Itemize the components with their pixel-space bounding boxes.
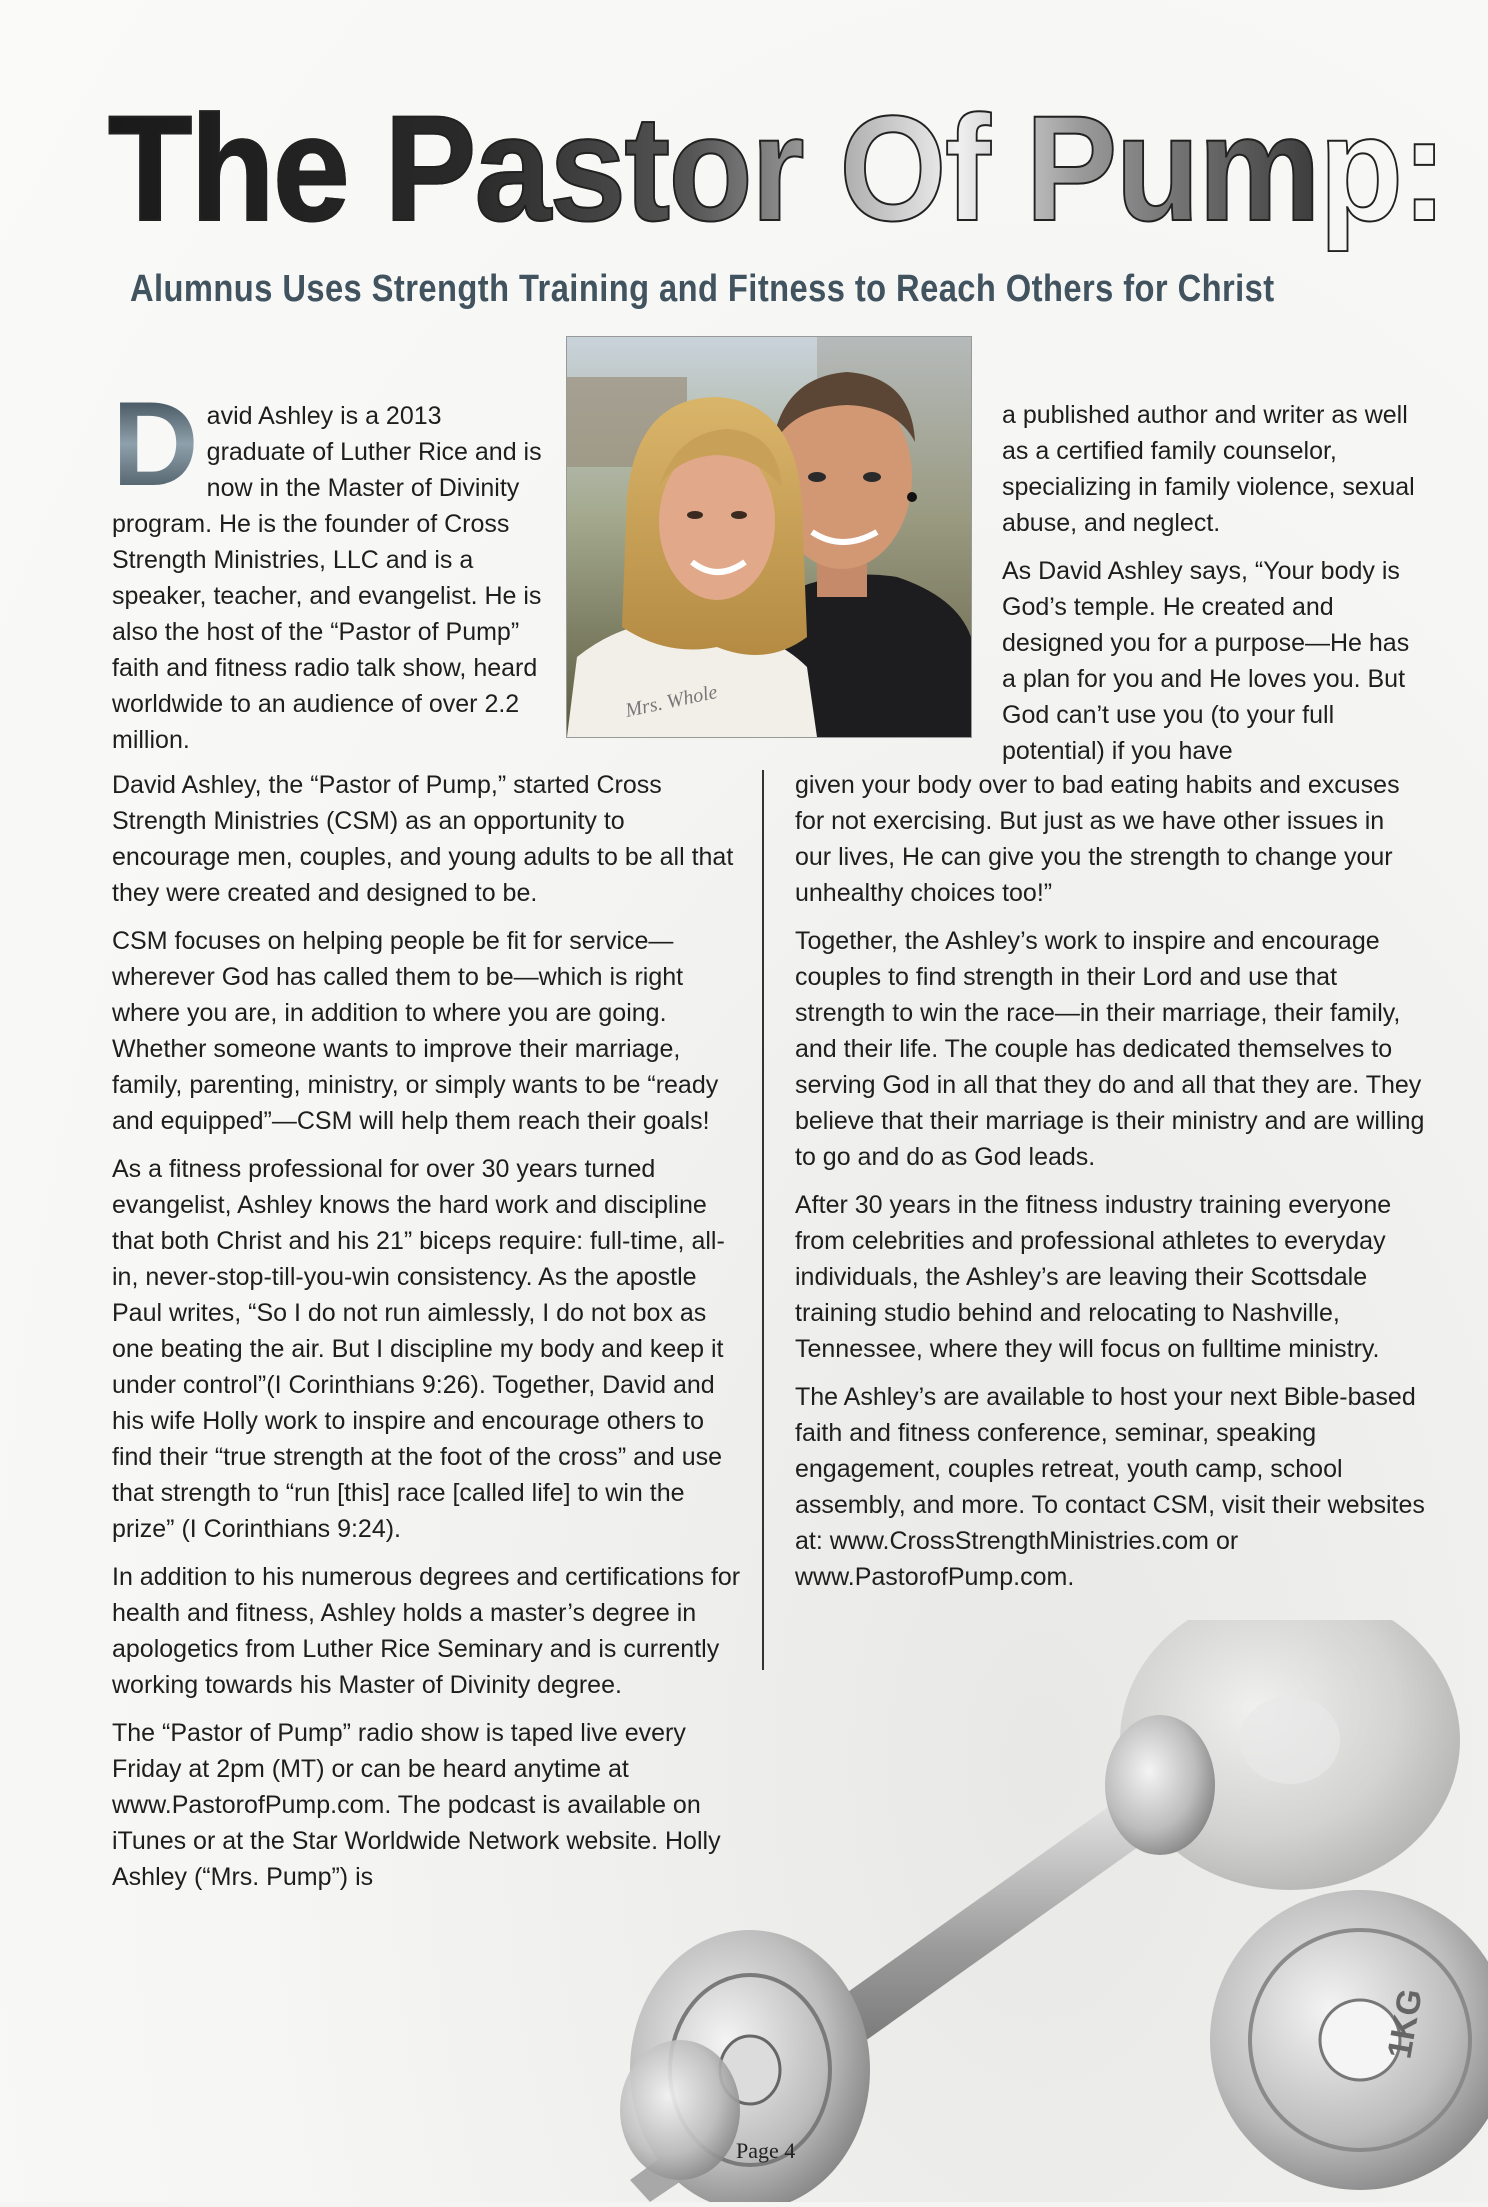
couple-photo xyxy=(566,336,972,738)
right-top-paragraph: As David Ashley says, “Your body is God’s temple. He created and designed you for a purpose—He has a plan for you and He loves you. But God can’t use you (to your full potential) if you have xyxy=(1002,557,1410,765)
photo-signature: Mrs. Whole xyxy=(623,680,720,722)
right-top-column xyxy=(1002,397,1422,781)
right-top-paragraph: a published author and writer as well as a certified family counselor, specializing in family violence, sexual abuse, and neglect. xyxy=(1002,401,1415,537)
weight-label: 1KG xyxy=(1380,1985,1431,2062)
drop-cap: D xyxy=(112,377,199,511)
right-column xyxy=(795,767,1425,1607)
page-number: Page 4 xyxy=(736,2138,796,2163)
body-paragraph: After 30 years in the fitness industry training everyone from celebrities and professional athletes to everyday individuals, the Ashley’s are leaving their Scottsdale training studio behind and relocating to Nashville, Tennessee, where they will focus on fulltime ministry. xyxy=(795,1191,1392,1363)
intro-text: avid Ashley is a 2013 graduate of Luther Rice and is now in the Master of Divinity program. He is the founder of Cross Strength Ministries, LLC and is a speaker, teacher, and evangelist. He is also the host of the “Pastor of Pump” faith and fitness radio talk show, heard worldwide to an audience of over 2.2 million. xyxy=(112,402,542,754)
dumbbell-illustration xyxy=(600,1620,1488,2202)
body-paragraph: David Ashley, the “Pastor of Pump,” started Cross Strength Ministries (CSM) as an opportunity to encourage men, couples, and young adults to be all that they were created and designed to be. xyxy=(112,771,734,907)
body-paragraph: Together, the Ashley’s work to inspire and encourage couples to find strength in their Lord and use that strength to win the race—in their marriage, their family, and their life. The couple has dedicated themselves to serving God in all that they do and all that they are. They believe that their marriage is their ministry and are willing to go and do as God leads. xyxy=(795,927,1425,1171)
body-paragraph: In addition to his numerous degrees and certifications for health and fitness, Ashley holds a master’s degree in apologetics from Luther Rice Seminary and is currently working towards his Master of Divinity degree. xyxy=(112,1563,741,1699)
article-title: The Pastor Of Pump: xyxy=(108,84,1446,252)
body-paragraph: The Ashley’s are available to host your next Bible-based faith and fitness conference, seminar, speaking engagement, couples retreat, youth camp, school assembly, and more. To contact CSM, visit their websites at: www.CrossStrengthMinistries.com or www.PastorofPump.com. xyxy=(795,1383,1425,1591)
intro-paragraph xyxy=(112,377,542,758)
dumbbell-icon xyxy=(600,1620,1488,2202)
body-paragraph: The “Pastor of Pump” radio show is taped live every Friday at 2pm (MT) or can be heard anytime at www.PastorofPump.com. The podcast is available on iTunes or at the Star Worldwide Network website. Holly Ashley (“Mrs. Pump”) is xyxy=(112,1719,721,1891)
body-paragraph: given your body over to bad eating habits and excuses for not exercising. But just as we have other issues in our lives, He can give you the strength to change your unhealthy choices too!” xyxy=(795,771,1400,907)
article-subtitle: Alumnus Uses Strength Training and Fitness to Reach Others for Christ xyxy=(130,268,1275,310)
couple-photo-image xyxy=(567,337,971,737)
body-paragraph: As a fitness professional for over 30 years turned evangelist, Ashley knows the hard work and discipline that both Christ and his 21” biceps require: full-time, all-in, never-stop-till-you-win consistency. As the apostle Paul writes, “So I do not run aimlessly, I do not box as one beating the air. But I discipline my body and keep it under control”(I Corinthians 9:26). Together, David and his wife Holly work to inspire and encourage others to find their “true strength at the foot of the cross” and use that strength to “run [this] race [called life] to win the prize” (I Corinthians 9:24). xyxy=(112,1155,725,1543)
column-divider xyxy=(762,770,764,1670)
body-paragraph: CSM focuses on helping people be fit for service—wherever God has called them to be—which is right where you are, in addition to where you are going. Whether someone wants to improve their marriage, family, parenting, ministry, or simply wants to be “ready and equipped”—CSM will help them reach their goals! xyxy=(112,927,719,1135)
